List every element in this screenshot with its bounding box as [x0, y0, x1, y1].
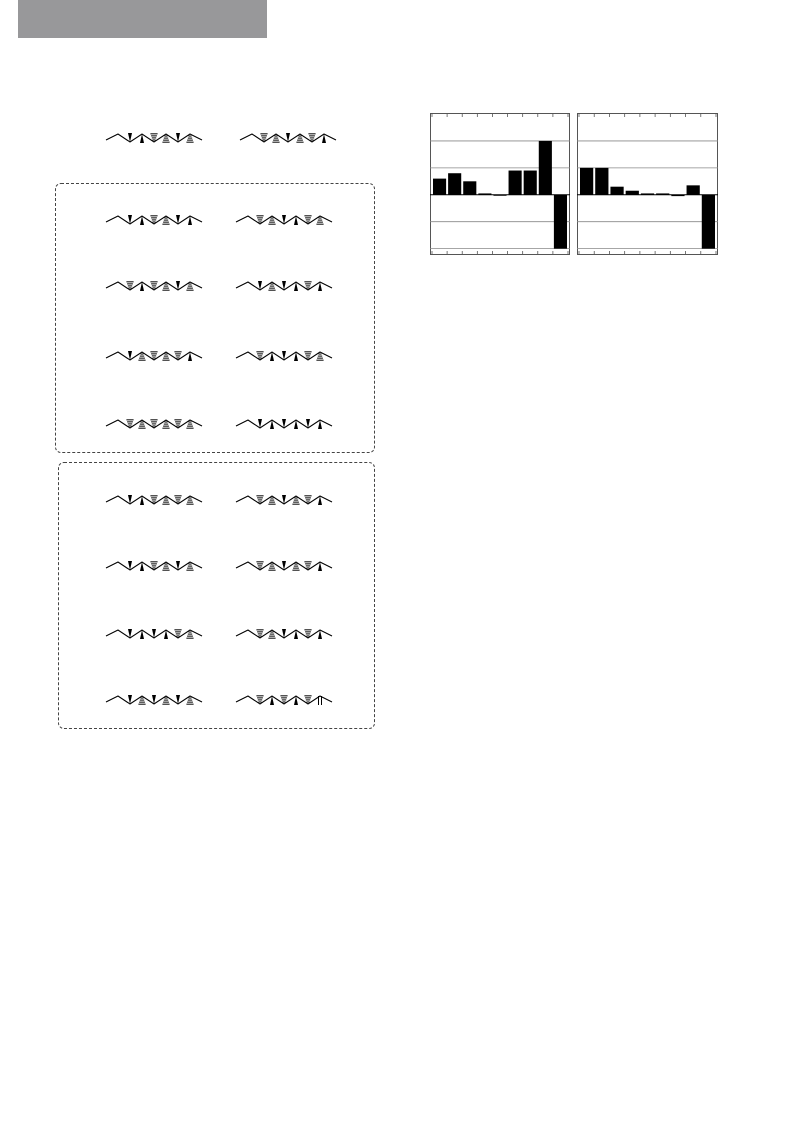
hashed-bond	[256, 352, 263, 358]
hashed-bond	[186, 136, 193, 142]
hashed-bond	[138, 422, 145, 428]
hashed-bond	[162, 422, 169, 428]
molecule-ref-1	[100, 118, 210, 158]
molecule-p2-3a	[100, 614, 210, 654]
bar-1	[580, 168, 593, 195]
bar-8	[687, 185, 700, 194]
bar-chart-left	[430, 113, 570, 255]
hashed-bond	[316, 354, 323, 360]
hashed-bond	[150, 134, 157, 140]
bar-5	[641, 193, 654, 194]
hashed-bond	[304, 562, 311, 568]
bar-7	[671, 195, 684, 196]
hashed-bond	[186, 632, 193, 638]
hashed-bond	[272, 136, 279, 142]
molecule-p2-2b	[230, 546, 340, 586]
hashed-bond	[304, 630, 311, 636]
bar-7	[524, 171, 537, 195]
hashed-bond	[304, 696, 311, 702]
bar-chart-right	[577, 113, 718, 255]
molecule-p2-1b	[230, 480, 340, 520]
hashed-bond	[186, 284, 193, 290]
hashed-bond	[162, 498, 169, 504]
hashed-bond	[162, 284, 169, 290]
bar-9	[554, 195, 567, 249]
bar-6	[509, 171, 522, 195]
hashed-bond	[304, 496, 311, 502]
hashed-bond	[268, 498, 275, 504]
hashed-bond	[174, 630, 181, 636]
hashed-bond	[304, 282, 311, 288]
molecule-p2-4b	[230, 680, 340, 720]
hashed-bond	[316, 218, 323, 224]
hashed-bond	[268, 218, 275, 224]
hashed-bond	[162, 564, 169, 570]
hashed-bond	[256, 696, 263, 702]
bar-8	[539, 141, 552, 195]
hashed-bond	[292, 498, 299, 504]
bar-3	[463, 181, 476, 194]
hashed-bond	[186, 498, 193, 504]
hashed-bond	[150, 216, 157, 222]
molecule-p2-2a	[100, 546, 210, 586]
hashed-bond	[186, 564, 193, 570]
hashed-bond	[256, 216, 263, 222]
hashed-bond	[162, 218, 169, 224]
bar-3	[610, 187, 623, 195]
hashed-bond	[150, 496, 157, 502]
bar-9	[702, 195, 715, 249]
hashed-bond	[150, 352, 157, 358]
molecule-p1-2a	[100, 266, 210, 306]
molecule-p2-3b	[230, 614, 340, 654]
hashed-bond	[304, 216, 311, 222]
hashed-bond	[162, 136, 169, 142]
molecule-p1-3b	[230, 336, 340, 376]
molecule-p1-4b	[230, 404, 340, 444]
bar-5	[493, 195, 506, 196]
bar-2	[448, 173, 461, 195]
hashed-bond	[260, 134, 267, 140]
hashed-bond	[162, 354, 169, 360]
hashed-bond	[186, 698, 193, 704]
hashed-bond	[296, 136, 303, 142]
hashed-bond	[150, 420, 157, 426]
hashed-bond	[268, 564, 275, 570]
hashed-bond	[292, 564, 299, 570]
molecule-p1-1a	[100, 200, 210, 240]
hashed-bond	[308, 134, 315, 140]
hashed-bond	[150, 282, 157, 288]
molecule-p1-4a	[100, 404, 210, 444]
hashed-bond	[256, 562, 263, 568]
hashed-bond	[126, 282, 133, 288]
hashed-bond	[186, 422, 193, 428]
hashed-bond	[256, 496, 263, 502]
hashed-bond	[268, 632, 275, 638]
bar-4	[478, 193, 491, 194]
hashed-bond	[126, 420, 133, 426]
hashed-bond	[268, 284, 275, 290]
hashed-bond	[280, 696, 287, 702]
molecule-p2-1a	[100, 480, 210, 520]
hashed-bond	[162, 698, 169, 704]
hashed-bond	[138, 354, 145, 360]
hashed-bond	[150, 562, 157, 568]
bar-2	[595, 168, 608, 195]
header-tab	[18, 0, 267, 38]
bar-6	[656, 193, 669, 194]
hashed-bond	[174, 496, 181, 502]
hashed-bond	[304, 352, 311, 358]
molecule-p2-4a	[100, 680, 210, 720]
hashed-bond	[256, 630, 263, 636]
molecule-p1-3a	[100, 336, 210, 376]
bar-4	[626, 191, 639, 195]
bar-1	[433, 179, 446, 195]
hashed-bond	[174, 352, 181, 358]
hashed-bond	[174, 420, 181, 426]
hashed-bond	[138, 698, 145, 704]
molecule-ref-2	[234, 118, 344, 158]
molecule-p1-2b	[230, 266, 340, 306]
molecule-p1-1b	[230, 200, 340, 240]
